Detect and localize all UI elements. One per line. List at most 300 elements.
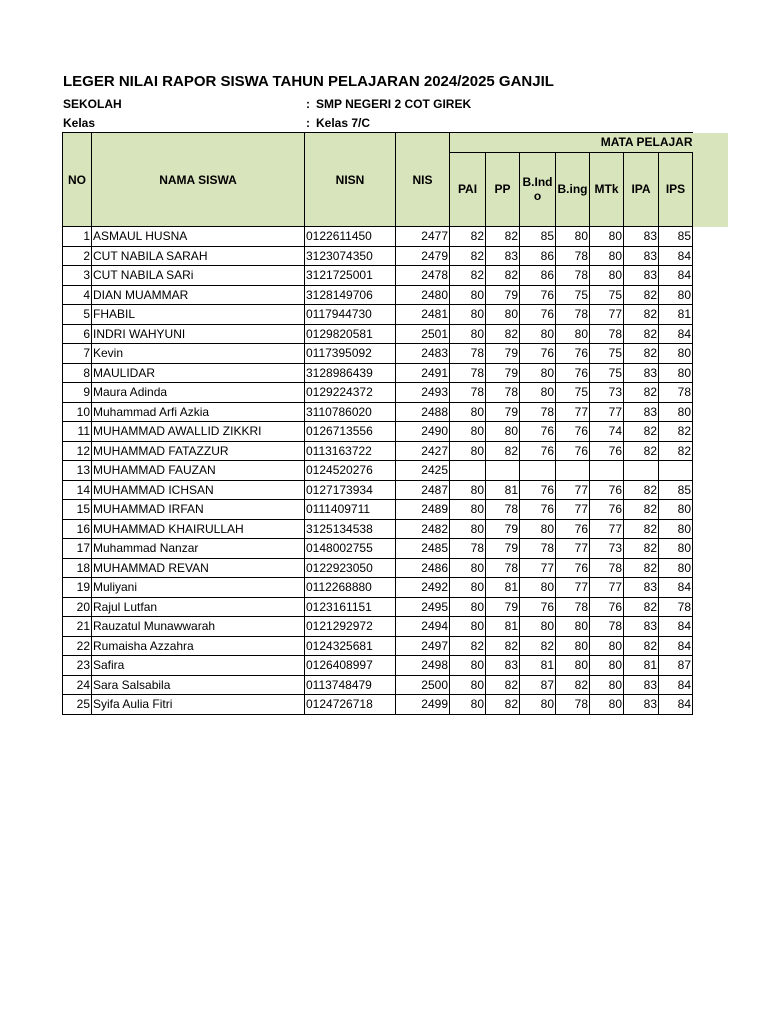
student-name: Rumaisha Azzahra — [92, 636, 305, 656]
score-cell: 77 — [556, 402, 590, 422]
score-cell: 80 — [450, 402, 486, 422]
score-cell: 82 — [624, 344, 659, 364]
score-cell: 83 — [486, 246, 520, 266]
score-cell: 80 — [520, 578, 556, 598]
score-cell: 77 — [520, 558, 556, 578]
score-cell: 81 — [659, 305, 693, 325]
student-nis: 2482 — [396, 519, 450, 539]
table-row — [63, 402, 728, 422]
score-cell: 85 — [520, 227, 556, 247]
score-cell: 76 — [590, 441, 624, 461]
student-name: Syifa Aulia Fitri — [92, 695, 305, 715]
score-cell: 82 — [624, 422, 659, 442]
student-name: Rauzatul Munawwarah — [92, 617, 305, 637]
student-nisn: 3110786020 — [305, 402, 396, 422]
table-row — [63, 266, 728, 286]
score-cell: 78 — [486, 383, 520, 403]
score-cell: 76 — [520, 422, 556, 442]
score-cell: 80 — [556, 617, 590, 637]
score-cell: 77 — [590, 578, 624, 598]
score-cell: 84 — [659, 578, 693, 598]
student-nisn: 3123074350 — [305, 246, 396, 266]
score-cell: 80 — [450, 519, 486, 539]
student-nis: 2427 — [396, 441, 450, 461]
student-nisn: 0113748479 — [305, 675, 396, 695]
student-nis: 2480 — [396, 285, 450, 305]
student-name: CUT NABILA SARi — [92, 266, 305, 286]
score-cell: 82 — [450, 246, 486, 266]
score-cell: 84 — [659, 324, 693, 344]
score-cell: 80 — [450, 656, 486, 676]
header-subject: PP — [486, 152, 520, 226]
student-nis: 2500 — [396, 675, 450, 695]
score-cell: 84 — [659, 636, 693, 656]
student-nis: 2494 — [396, 617, 450, 637]
table-row — [63, 519, 728, 539]
score-cell: 82 — [624, 441, 659, 461]
score-cell: 85 — [659, 480, 693, 500]
student-nis: 2498 — [396, 656, 450, 676]
table-row — [63, 636, 728, 656]
header-nisn: NISN — [305, 133, 396, 227]
score-cell: 78 — [590, 617, 624, 637]
grades-table — [62, 132, 728, 715]
student-nis: 2477 — [396, 227, 450, 247]
student-nis: 2490 — [396, 422, 450, 442]
score-cell: 80 — [450, 441, 486, 461]
student-nisn: 0148002755 — [305, 539, 396, 559]
student-name: MUHAMMAD REVAN — [92, 558, 305, 578]
student-nis: 2499 — [396, 695, 450, 715]
score-cell: 78 — [659, 383, 693, 403]
score-cell: 73 — [590, 383, 624, 403]
score-cell: 77 — [590, 519, 624, 539]
score-cell — [556, 461, 590, 481]
score-cell: 80 — [450, 500, 486, 520]
header-subject: IPS — [659, 152, 693, 226]
score-cell: 85 — [659, 227, 693, 247]
score-cell: 82 — [450, 227, 486, 247]
score-cell: 83 — [624, 363, 659, 383]
score-cell: 80 — [590, 227, 624, 247]
score-cell: 79 — [486, 363, 520, 383]
student-name: MUHAMMAD ICHSAN — [92, 480, 305, 500]
student-nisn: 0113163722 — [305, 441, 396, 461]
score-cell: 87 — [520, 675, 556, 695]
student-nisn: 0126713556 — [305, 422, 396, 442]
score-cell: 80 — [520, 695, 556, 715]
score-cell: 82 — [624, 285, 659, 305]
score-cell: 79 — [486, 285, 520, 305]
student-name: Muhammad Arfi Azkia — [92, 402, 305, 422]
table-row — [63, 363, 728, 383]
score-cell: 81 — [486, 578, 520, 598]
score-cell: 83 — [624, 246, 659, 266]
table-row — [63, 441, 728, 461]
score-cell: 78 — [450, 344, 486, 364]
row-number: 17 — [63, 539, 92, 559]
table-row — [63, 656, 728, 676]
row-number: 6 — [63, 324, 92, 344]
student-nis: 2486 — [396, 558, 450, 578]
student-name: MUHAMMAD IRFAN — [92, 500, 305, 520]
score-cell: 78 — [556, 597, 590, 617]
student-nisn: 0124325681 — [305, 636, 396, 656]
score-cell: 82 — [624, 480, 659, 500]
score-cell: 80 — [520, 383, 556, 403]
score-cell: 82 — [486, 695, 520, 715]
student-nisn: 0122611450 — [305, 227, 396, 247]
student-name: Muhammad Nanzar — [92, 539, 305, 559]
score-cell: 80 — [590, 636, 624, 656]
score-cell: 78 — [590, 324, 624, 344]
student-nisn: 0127173934 — [305, 480, 396, 500]
score-cell: 82 — [556, 675, 590, 695]
row-number: 13 — [63, 461, 92, 481]
score-cell: 81 — [486, 480, 520, 500]
score-cell: 76 — [520, 285, 556, 305]
row-number: 25 — [63, 695, 92, 715]
table-row — [63, 617, 728, 637]
score-cell: 80 — [520, 519, 556, 539]
student-nis: 2485 — [396, 539, 450, 559]
score-cell: 80 — [486, 422, 520, 442]
student-nis: 2481 — [396, 305, 450, 325]
score-cell: 80 — [450, 305, 486, 325]
row-number: 18 — [63, 558, 92, 578]
student-name: INDRI WAHYUNI — [92, 324, 305, 344]
header-no: NO — [63, 133, 92, 227]
score-cell: 80 — [659, 519, 693, 539]
score-cell: 83 — [624, 617, 659, 637]
score-cell: 76 — [520, 480, 556, 500]
score-cell: 79 — [486, 344, 520, 364]
score-cell: 76 — [520, 344, 556, 364]
score-cell: 80 — [556, 656, 590, 676]
student-name: FHABIL — [92, 305, 305, 325]
table-row — [63, 324, 728, 344]
score-cell: 82 — [659, 441, 693, 461]
score-cell: 80 — [659, 285, 693, 305]
score-cell: 77 — [556, 500, 590, 520]
score-cell — [590, 461, 624, 481]
header-subject: B.ing — [556, 152, 590, 226]
score-cell: 78 — [556, 246, 590, 266]
score-cell: 80 — [450, 597, 486, 617]
table-row — [63, 461, 728, 481]
student-nisn: 3121725001 — [305, 266, 396, 286]
score-cell: 76 — [556, 363, 590, 383]
score-cell: 84 — [659, 675, 693, 695]
score-cell: 83 — [624, 402, 659, 422]
student-name: CUT NABILA SARAH — [92, 246, 305, 266]
student-nisn: 0129224372 — [305, 383, 396, 403]
student-name: MAULIDAR — [92, 363, 305, 383]
score-cell: 81 — [624, 656, 659, 676]
score-cell: 80 — [556, 636, 590, 656]
school-value: SMP NEGERI 2 COT GIREK — [316, 97, 472, 111]
student-name: ASMAUL HUSNA — [92, 227, 305, 247]
score-cell: 76 — [520, 441, 556, 461]
score-cell: 77 — [590, 305, 624, 325]
score-cell: 78 — [659, 597, 693, 617]
score-cell: 82 — [520, 636, 556, 656]
table-row — [63, 344, 728, 364]
score-cell: 76 — [590, 480, 624, 500]
score-cell: 75 — [556, 285, 590, 305]
score-cell: 77 — [590, 402, 624, 422]
score-cell: 81 — [486, 617, 520, 637]
student-name: Muliyani — [92, 578, 305, 598]
score-cell: 77 — [556, 539, 590, 559]
student-nisn: 3125134538 — [305, 519, 396, 539]
header-subject: PAI — [450, 152, 486, 226]
student-nis: 2488 — [396, 402, 450, 422]
score-cell: 80 — [450, 675, 486, 695]
student-name: MUHAMMAD FAUZAN — [92, 461, 305, 481]
student-name: MUHAMMAD FATAZZUR — [92, 441, 305, 461]
row-number: 12 — [63, 441, 92, 461]
score-cell: 76 — [556, 441, 590, 461]
score-cell: 82 — [659, 422, 693, 442]
header-fill — [693, 133, 728, 227]
score-cell: 75 — [590, 344, 624, 364]
score-cell: 80 — [450, 422, 486, 442]
table-row — [63, 597, 728, 617]
score-cell: 80 — [659, 344, 693, 364]
student-nisn: 0124520276 — [305, 461, 396, 481]
row-number: 2 — [63, 246, 92, 266]
student-nisn: 0117395092 — [305, 344, 396, 364]
score-cell: 82 — [486, 324, 520, 344]
table-row — [63, 539, 728, 559]
score-cell: 78 — [556, 305, 590, 325]
score-cell: 80 — [520, 363, 556, 383]
student-nis: 2493 — [396, 383, 450, 403]
student-nisn: 0126408997 — [305, 656, 396, 676]
score-cell: 78 — [486, 558, 520, 578]
score-cell: 78 — [520, 539, 556, 559]
student-name: Safira — [92, 656, 305, 676]
score-cell: 82 — [450, 266, 486, 286]
header-subject: IPA — [624, 152, 659, 226]
score-cell: 86 — [520, 266, 556, 286]
row-number: 11 — [63, 422, 92, 442]
student-nisn: 0117944730 — [305, 305, 396, 325]
score-cell: 79 — [486, 597, 520, 617]
score-cell: 80 — [659, 402, 693, 422]
score-cell: 75 — [590, 363, 624, 383]
score-cell: 82 — [486, 675, 520, 695]
score-cell: 76 — [590, 597, 624, 617]
student-nis: 2479 — [396, 246, 450, 266]
score-cell: 82 — [486, 227, 520, 247]
score-cell: 82 — [486, 441, 520, 461]
score-cell: 74 — [590, 422, 624, 442]
score-cell: 76 — [556, 519, 590, 539]
score-cell: 82 — [624, 597, 659, 617]
report-title: LEGER NILAI RAPOR SISWA TAHUN PELAJARAN 2024/2025 GANJIL — [63, 73, 554, 90]
score-cell: 76 — [556, 422, 590, 442]
score-cell: 80 — [450, 617, 486, 637]
score-cell: 78 — [556, 266, 590, 286]
row-number: 10 — [63, 402, 92, 422]
table-row — [63, 558, 728, 578]
score-cell: 82 — [450, 636, 486, 656]
student-nis: 2501 — [396, 324, 450, 344]
header-subject: B.Ind o — [520, 152, 556, 226]
student-nis: 2491 — [396, 363, 450, 383]
table-row — [63, 695, 728, 715]
student-name: Maura Adinda — [92, 383, 305, 403]
score-cell: 84 — [659, 246, 693, 266]
score-cell: 83 — [624, 675, 659, 695]
score-cell: 84 — [659, 617, 693, 637]
score-cell: 80 — [520, 617, 556, 637]
student-nisn: 0111409711 — [305, 500, 396, 520]
table-row — [63, 305, 728, 325]
score-cell: 82 — [624, 636, 659, 656]
score-cell: 78 — [450, 383, 486, 403]
student-nisn: 0112268880 — [305, 578, 396, 598]
student-nisn: 0121292972 — [305, 617, 396, 637]
score-cell: 83 — [624, 266, 659, 286]
table-row — [63, 227, 728, 247]
score-cell: 80 — [450, 285, 486, 305]
score-cell — [486, 461, 520, 481]
row-number: 3 — [63, 266, 92, 286]
header-subject: MTk — [590, 152, 624, 226]
score-cell: 83 — [624, 578, 659, 598]
student-nis: 2425 — [396, 461, 450, 481]
school-separator: : — [306, 97, 310, 111]
score-cell — [659, 461, 693, 481]
score-cell: 81 — [520, 656, 556, 676]
row-number: 4 — [63, 285, 92, 305]
score-cell: 77 — [556, 480, 590, 500]
score-cell — [520, 461, 556, 481]
score-cell — [450, 461, 486, 481]
score-cell: 80 — [450, 324, 486, 344]
score-cell: 83 — [486, 656, 520, 676]
score-cell: 80 — [520, 324, 556, 344]
score-cell: 82 — [624, 500, 659, 520]
score-cell: 80 — [590, 695, 624, 715]
score-cell: 83 — [624, 227, 659, 247]
row-number: 21 — [63, 617, 92, 637]
score-cell: 80 — [450, 558, 486, 578]
table-row — [63, 578, 728, 598]
student-nisn: 0122923050 — [305, 558, 396, 578]
score-cell: 82 — [486, 266, 520, 286]
row-number: 24 — [63, 675, 92, 695]
row-number: 14 — [63, 480, 92, 500]
score-cell: 82 — [486, 636, 520, 656]
row-number: 5 — [63, 305, 92, 325]
score-cell: 80 — [486, 305, 520, 325]
score-cell: 87 — [659, 656, 693, 676]
header-nis: NIS — [396, 133, 450, 227]
score-cell: 80 — [450, 695, 486, 715]
student-nis: 2483 — [396, 344, 450, 364]
score-cell: 80 — [590, 675, 624, 695]
table-row — [63, 422, 728, 442]
row-number: 23 — [63, 656, 92, 676]
row-number: 19 — [63, 578, 92, 598]
row-number: 15 — [63, 500, 92, 520]
score-cell: 82 — [624, 305, 659, 325]
student-nisn: 3128986439 — [305, 363, 396, 383]
score-cell: 76 — [520, 500, 556, 520]
score-cell: 80 — [659, 500, 693, 520]
score-cell: 75 — [556, 383, 590, 403]
score-cell: 76 — [590, 500, 624, 520]
score-cell — [624, 461, 659, 481]
score-cell: 80 — [659, 539, 693, 559]
table-row — [63, 246, 728, 266]
student-nis: 2492 — [396, 578, 450, 598]
student-name: DIAN MUAMMAR — [92, 285, 305, 305]
score-cell: 78 — [520, 402, 556, 422]
score-cell: 76 — [520, 305, 556, 325]
score-cell: 80 — [590, 266, 624, 286]
score-cell: 77 — [556, 578, 590, 598]
score-cell: 80 — [659, 558, 693, 578]
table-row — [63, 675, 728, 695]
score-cell: 82 — [624, 324, 659, 344]
score-cell: 76 — [520, 597, 556, 617]
student-name: Rajul Lutfan — [92, 597, 305, 617]
score-cell: 76 — [556, 558, 590, 578]
student-nisn: 3128149706 — [305, 285, 396, 305]
score-cell: 84 — [659, 695, 693, 715]
student-name: MUHAMMAD KHAIRULLAH — [92, 519, 305, 539]
score-cell: 76 — [556, 344, 590, 364]
score-cell: 80 — [450, 480, 486, 500]
score-cell: 80 — [556, 324, 590, 344]
table-row — [63, 500, 728, 520]
score-cell: 78 — [486, 500, 520, 520]
score-cell: 86 — [520, 246, 556, 266]
school-label: SEKOLAH — [63, 97, 122, 111]
student-name: Kevin — [92, 344, 305, 364]
score-cell: 83 — [624, 695, 659, 715]
student-nis: 2478 — [396, 266, 450, 286]
row-number: 22 — [63, 636, 92, 656]
row-number: 20 — [63, 597, 92, 617]
student-nis: 2489 — [396, 500, 450, 520]
score-cell: 78 — [556, 695, 590, 715]
score-cell: 80 — [590, 656, 624, 676]
score-cell: 80 — [450, 578, 486, 598]
student-name: MUHAMMAD AWALLID ZIKKRI — [92, 422, 305, 442]
score-cell: 82 — [624, 383, 659, 403]
score-cell: 79 — [486, 402, 520, 422]
class-value: Kelas 7/C — [316, 116, 371, 130]
student-nis: 2487 — [396, 480, 450, 500]
score-cell: 84 — [659, 266, 693, 286]
student-nisn: 0129820581 — [305, 324, 396, 344]
score-cell: 75 — [590, 285, 624, 305]
class-separator: : — [306, 116, 310, 130]
score-cell: 82 — [624, 558, 659, 578]
row-number: 7 — [63, 344, 92, 364]
row-number: 16 — [63, 519, 92, 539]
student-nisn: 0124726718 — [305, 695, 396, 715]
score-cell: 82 — [624, 519, 659, 539]
score-cell: 78 — [450, 363, 486, 383]
table-row — [63, 383, 728, 403]
